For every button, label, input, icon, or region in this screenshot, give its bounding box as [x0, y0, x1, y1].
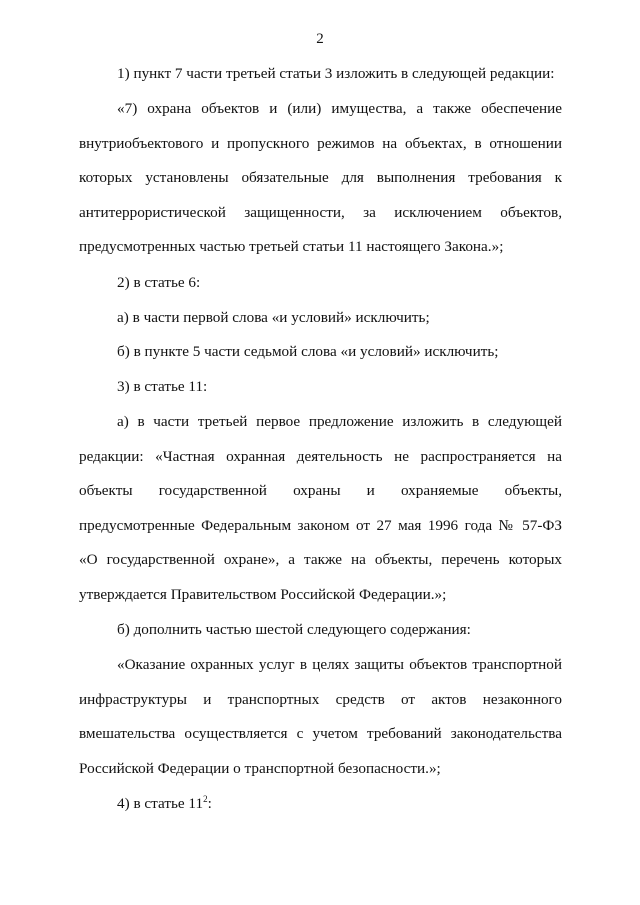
text-line: редакции: «Частная охранная деятельность не распространяется на — [79, 447, 562, 465]
text-line: утверждается Правительством Российской Федерации.»; — [79, 585, 447, 603]
text-line: предусмотренные Федеральным законом от 27 мая 1996 года № 57-ФЗ — [79, 516, 562, 534]
paragraph-item-1 — [79, 57, 562, 92]
paragraph-item-2 — [79, 266, 562, 301]
text-line: 3) в статье 11: — [117, 378, 208, 395]
text-line: «7) охрана объектов и (или) имущества, а также обеспечение — [117, 100, 562, 117]
item-4-colon: : — [207, 795, 212, 812]
paragraph-item-3b — [79, 613, 562, 648]
text-line: б) дополнить частью шестой следующего содержания: — [117, 621, 471, 638]
text-line: Российской Федерации о транспортной безопасности.»; — [79, 759, 441, 777]
text-line: 2) в статье 6: — [117, 274, 201, 291]
text-line: предусмотренных частью третьей статьи 11 настоящего Закона.»; — [79, 238, 504, 256]
text-line: «Оказание охранных услуг в целях защиты объектов транспортной — [117, 656, 562, 673]
page-number: 2 — [316, 31, 324, 47]
text-line: «О государственной охране», а также на объекты, перечень которых — [79, 551, 562, 569]
paragraph-item-4 — [79, 787, 562, 822]
text-line: объекты государственной охраны и охраняемые объекты, — [79, 482, 562, 500]
text-line: а) в части третьей первое предложение изложить в следующей — [117, 413, 562, 430]
superscript: 2 — [203, 794, 208, 804]
text-line — [79, 787, 562, 822]
text-line: б) в пункте 5 части седьмой слова «и условий» исключить; — [117, 343, 499, 360]
paragraph-item-3 — [79, 370, 562, 405]
text-line: антитеррористической защищенности, за исключением объектов, — [79, 203, 562, 221]
paragraph-item-3a — [79, 405, 562, 613]
text-line: инфраструктуры и транспортных средств от актов незаконного — [79, 690, 562, 708]
text-line: которых установлены обязательные для выполнения требования к — [79, 169, 562, 187]
item-4-text: 4) в статье 11 — [117, 795, 204, 812]
paragraph-item-1-quote — [79, 92, 562, 265]
text-line: вмешательства осуществляется с учетом требований законодательства — [79, 725, 562, 743]
paragraph-item-2b — [79, 335, 562, 370]
text-line: а) в части первой слова «и условий» исключить; — [117, 309, 430, 326]
paragraph-item-3b-quote — [79, 648, 562, 786]
text-line: внутриобъектового и пропускного режимов на объектах, в отношении — [79, 134, 562, 152]
text-line: 1) пункт 7 части третьей статьи 3 изложить в следующей редакции: — [117, 65, 555, 82]
paragraph-item-2a — [79, 301, 562, 336]
